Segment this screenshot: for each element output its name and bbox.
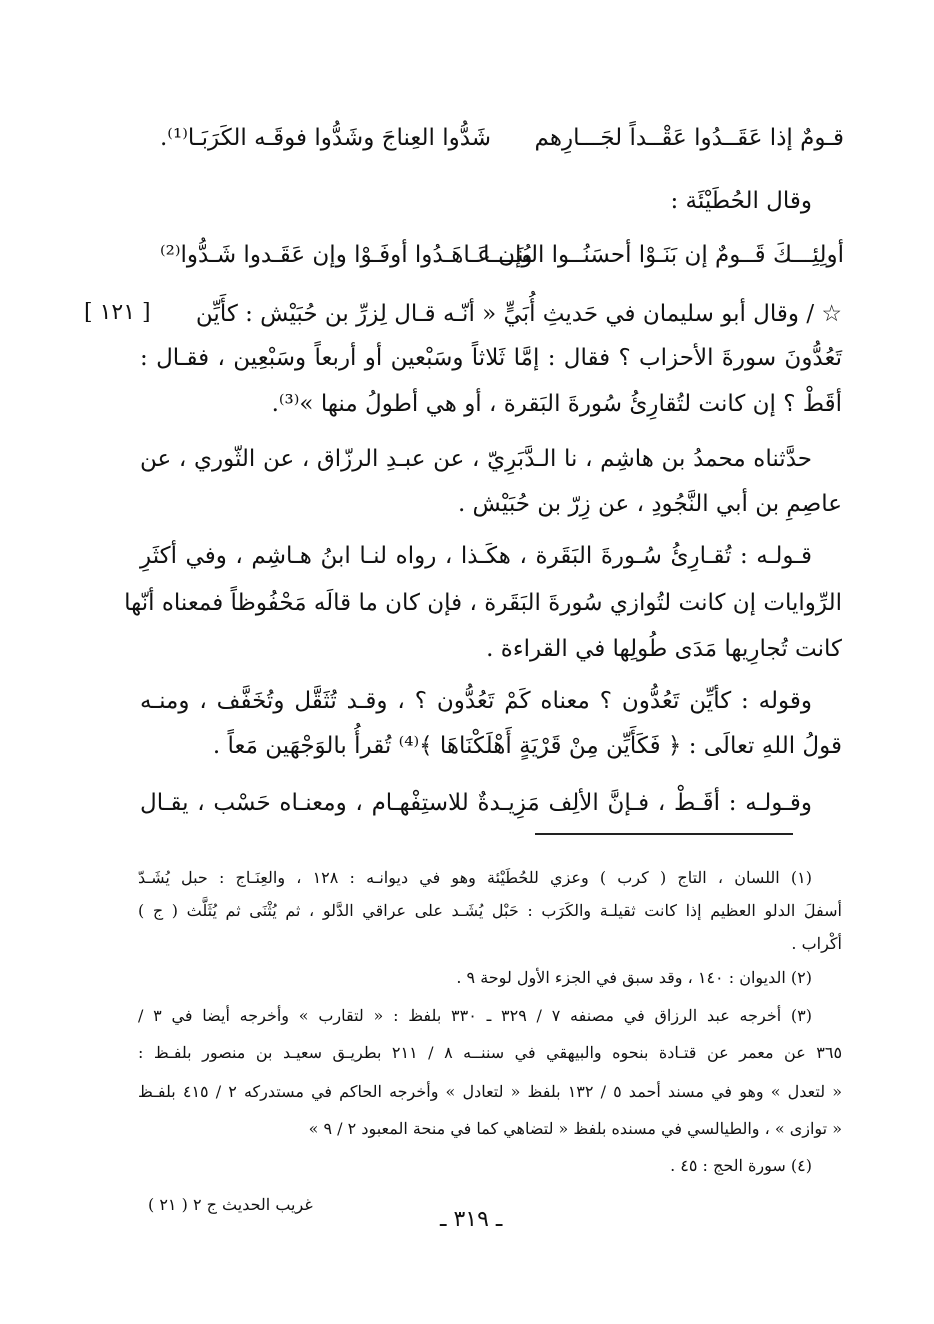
footnote-3-line-3: « لتعدل » وهو في مسند أحمد ٥ / ١٣٢ بلفظ « لتعادل » وأخرجه الحاكم في مستدركه ٢ / ٤١٥ بلفـظ [138, 1082, 842, 1101]
body-line-1: ☆ / وقال أبو سليمان في حَديثِ أُبَيٍّ « أنّـه قـال لِزرِّ بن حُبَيْش : كأَيِّن [195, 301, 842, 327]
footnote-3-line-1: (٣) أخرجه عبد الرزاق في مصنفه ٧ / ٣٢٩ ـ ٣٣٠ بلفظ : « لتقارب » وأخرجه أيضا في ٣ / [138, 1006, 812, 1025]
footnote-separator [535, 833, 793, 835]
body-line-8: كانت تُجارِيها مَدَى طُولِها في القراءة . [486, 636, 842, 662]
footnote-1-line-2: أسفلَ الدلو العظيم إذا كانت ثقيلـة والكَرَب : حَبْل يُشَـد على عراقي الدَّلو ، ثم يُثْنَى ثم يُثَلَّث ( ج ) [138, 901, 842, 920]
body-line-10: قولُ اللهِ تعالَى : ﴿ فَكَأَيِّن مِنْ قَرْيَةٍ أَهْلَكْنَاهَا ﴾⁽⁴⁾ تُقرأُ بالوَجْهَين مَعاً . [212, 733, 842, 759]
footnote-1-line-1: (١) اللسان ، التاج ( كرب ) وعزي للحُطَيْئة وهو في ديوانـه : ١٢٨ ، والعِنَـاج : حبل يُشَـدّ [138, 868, 812, 887]
verse-1-first-hemistich: قـومٌ إذا عَقَــدُوا عَقْــداً لجَـــارِهم [534, 125, 844, 151]
verse-1-second-hemistich: شَدُّوا العِناجَ وشَدُّوا فوقَـه الكَرَبَـا⁽¹⁾. [160, 125, 492, 151]
body-line-7: الرِّوايات إن كانت لتُوازي سُورةَ البَقَرة ، فإن كان ما قالَه مَحْفُوظاً فمعناه أنّها [124, 590, 842, 616]
footnote-1-line-3: أكْراب . [791, 934, 842, 953]
verse-2-second-hemistich: وإن عَـاهَـدُوا أوفَـوْا وإن عَقَـدوا شَـدُّوا⁽²⁾ [160, 242, 533, 268]
body-line-2: تَعُدُّونَ سورةَ الأحزاب ؟ فقال : إمَّا ثَلاثاً وسَبْعين أو أربعاً وسَبْعِين ، فقـال : [140, 345, 842, 371]
body-line-6: قـولـه : تُقـارِئُ سُـورةَ البَقَرة ، هكَـذا ، رواه لنـا ابنُ هـاشِم ، وفي أكثَرِ [140, 543, 812, 569]
footnote-3-line-4: « توازى » ، والطيالسي في مسنده بلفظ « لتضاهي كما في منحة المعبود ٢ / ٩ » [308, 1119, 842, 1138]
verse-2-first-hemistich: أولِئِـــكَ قَــومٌ إن بَنَـوْا أحسَنُــوا البُنَــــا [483, 242, 844, 268]
footnote-4: (٤) سورة الحج : ٤٥ . [670, 1156, 812, 1175]
page-number: ـ ٣١٩ ـ [440, 1207, 503, 1232]
body-line-3: أقَطْ ؟ إن كانت لتُقارِئُ سُورةَ البَقرة ، أو هي أطولُ منها »⁽³⁾. [271, 391, 842, 417]
footnote-2: (٢) الديوان : ١٤٠ ، وقد سبق في الجزء الأول لوحة ٩ . [456, 968, 812, 987]
footnote-3-line-2: ٣٦٥ عن معمر عن قتـادة بنحوه والبيهقي في سننــه ٨ / ٢١١ بطريـق سعيـد بن منصور بلفـظ : [138, 1043, 843, 1062]
body-line-9: وقوله : كأيِّن تَعُدُّون ؟ معناه كَمْ تَعُدُّون ؟ ، وقـد تُثَقَّل وتُخَفَّف ، ومنـه [140, 688, 812, 714]
verse-2 [140, 242, 844, 282]
poet-intro: وقال الحُطَيْئَة : [670, 188, 812, 214]
book-reference: غريب الحديث ج ٢ ( ٢١ ) [148, 1195, 313, 1214]
verse-1 [140, 125, 844, 165]
body-line-5: عاصِمِ بن أبي النَّجُودِ ، عن زِرّ بن حُبَيْش . [457, 491, 842, 517]
marginal-folio-ref: [ ١٢١ ] [84, 300, 151, 325]
body-line-4: حدَّثناه محمدُ بن هاشِم ، نا الـدَّبَرِيّ ، عن عبـدِ الرزّاق ، عن الثّوري ، عن [140, 446, 812, 472]
body-line-11: وقـولـه : أقَـطْ ، فـإنَّ الألِف مَزِيـدةٌ للاستِفْهـام ، ومعنـاه حَسْب ، يقـال [140, 790, 812, 816]
